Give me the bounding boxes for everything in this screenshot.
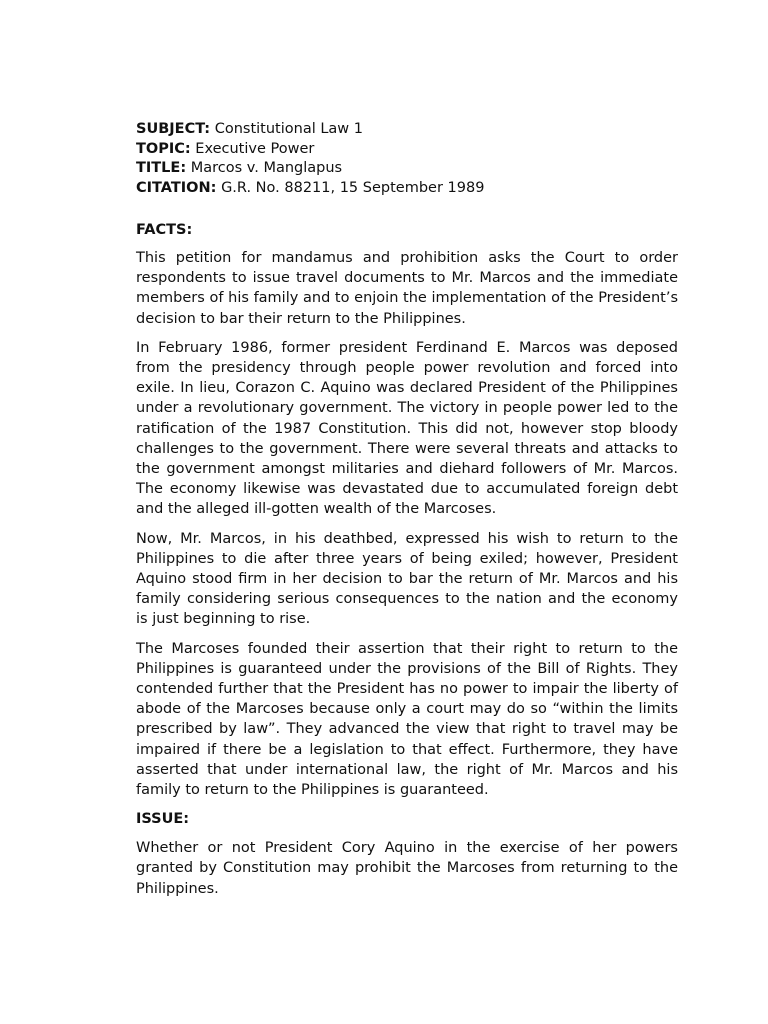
subject-value: Constitutional Law 1: [214, 121, 364, 137]
issue-paragraph: Whether or not President Cory Aquino in the exercise of her powers granted by Constitution may prohibit the Marcoses from returning to the Philippines.: [136, 840, 678, 897]
topic-line: [136, 140, 678, 160]
issue-heading: ISSUE:: [136, 811, 190, 828]
topic-value: Executive Power: [195, 140, 315, 157]
title-line: [136, 159, 678, 179]
subject-label: SUBJECT:: [136, 121, 211, 137]
subject-line: [136, 120, 678, 140]
facts-paragraph: Now, Mr. Marcos, in his deathbed, expressed his wish to return to the Philippines to die after three years of being exiled; however, President Aquino stood firm in her decision to bar the return of Mr. Marcos and his family considering serious consequences to the nation and the economy is just beginning to rise.: [136, 530, 678, 628]
topic-label: TOPIC:: [136, 140, 191, 157]
title-value: Marcos v. Manglapus: [190, 160, 343, 176]
facts-heading: FACTS:: [136, 222, 193, 238]
document-page: [136, 120, 678, 908]
citation-line: [136, 179, 678, 199]
facts-paragraph: This petition for mandamus and prohibition asks the Court to order respondents to issue travel documents to Mr. Marcos and the immediate members of his family and to enjoin the implementation of the President’s decision to bar their return to the Philippines.: [136, 250, 678, 327]
citation-label: CITATION:: [136, 179, 217, 196]
citation-value: G.R. No. 88211, 15 September 1989: [221, 179, 485, 196]
facts-paragraph: The Marcoses founded their assertion that their right to return to the Philippines is guaranteed under the provisions of the Bill of Rights. They contended further that the President has no power to impair the liberty of abode of the Marcoses because only a court may do so “within the limits prescribed by law”. They advanced the view that right to travel may be impaired if there be a legislation to that effect. Furthermore, they have asserted that under international law, the right of Mr. Marcos and his family to return to the Philippines is guaranteed.: [136, 640, 678, 799]
title-label: TITLE:: [136, 160, 187, 176]
facts-paragraph: In February 1986, former president Ferdinand E. Marcos was deposed from the presidency through people power revolution and forced into exile. In lieu, Corazon C. Aquino was declared President of the Philippines under a revolutionary government. The victory in people power led to the ratification of the 1987 Constitution. This did not, however stop bloody challenges to the government. There were several threats and attacks to the government amongst militaries and diehard followers of Mr. Marcos. The economy likewise was devastated due to accumulated foreign debt and the alleged ill-gotten wealth of the Marcoses.: [136, 339, 678, 518]
